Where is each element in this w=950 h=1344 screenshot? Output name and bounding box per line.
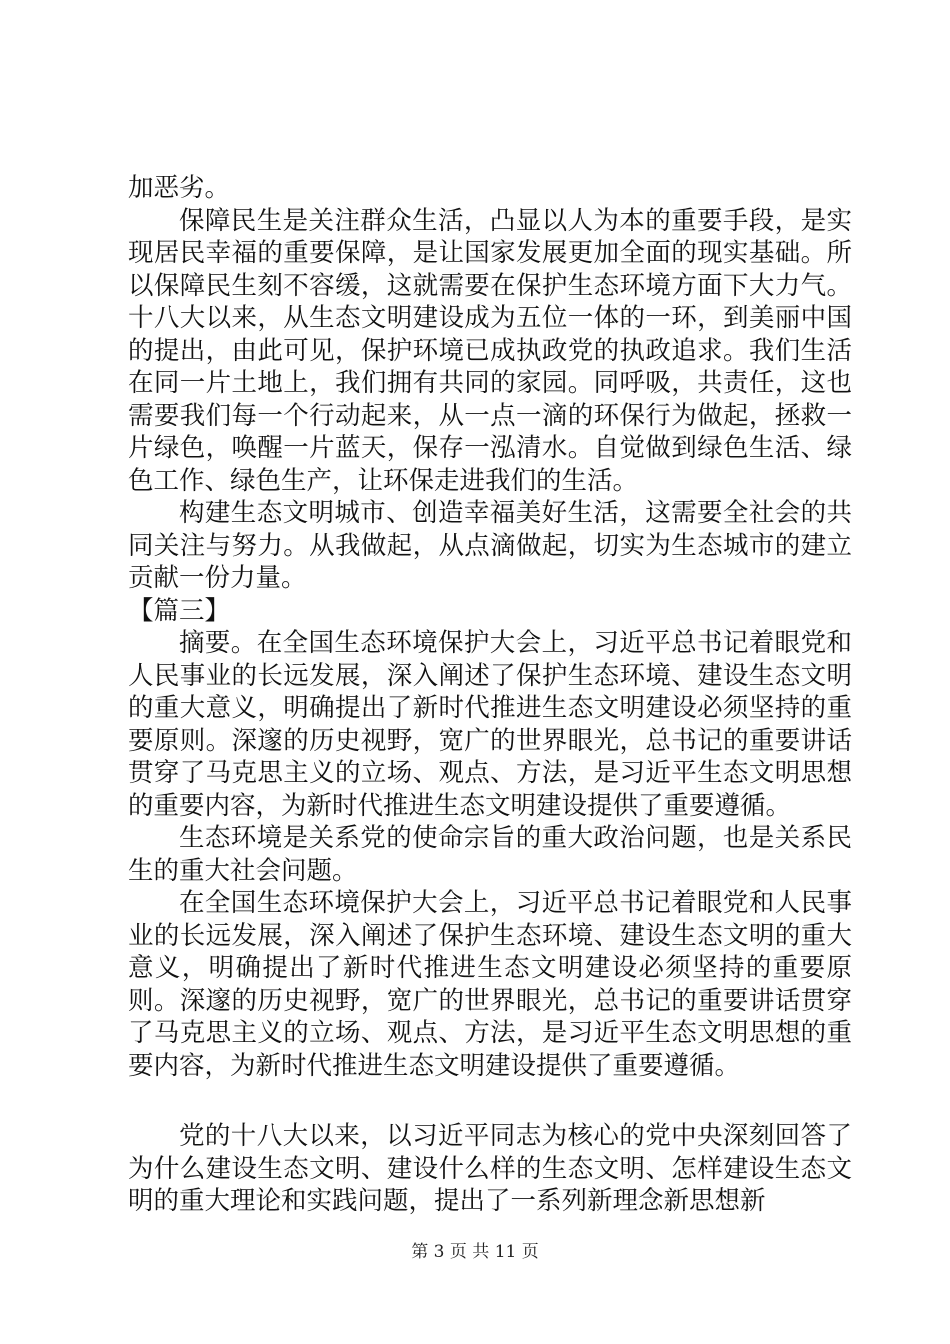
section-heading: 【篇三】	[128, 595, 231, 626]
paragraph-conference: 在全国生态环境保护大会上，习近平总书记着眼党和人民事业的长远发展，深入阐述了保护生态环境、建设生态文明的重大意义，明确提出了新时代推进生态文明建设必须坚持的重要原则。深邃的历史视野，宽广的世界眼光，总书记的重要讲话贯穿了马克思主义的立场、观点、方法，是习近平生态文明思想的重要内容，为新时代推进生态文明建设提供了重要遵循。	[128, 888, 852, 1081]
paragraph-eco-city: 构建生态文明城市、创造幸福美好生活，这需要全社会的共同关注与努力。从我做起，从点滴做起，切实为生态城市的建立贡献一份力量。	[128, 498, 852, 593]
document-body	[128, 172, 852, 1218]
paragraph-since-18th-congress: 党的十八大以来，以习近平同志为核心的党中央深刻回答了为什么建设生态文明、建设什么样的生态文明、怎样建设生态文明的重大理论和实践问题，提出了一系列新理念新思想新	[128, 1121, 852, 1216]
paragraph-political-issue: 生态环境是关系党的使命宗旨的重大政治问题，也是关系民生的重大社会问题。	[128, 823, 852, 886]
page-number-footer: 第 3 页 共 11 页	[411, 1242, 539, 1262]
paragraph-continuation: 加恶劣。	[128, 173, 231, 203]
paragraph-abstract: 摘要。在全国生态环境保护大会上，习近平总书记着眼党和人民事业的长远发展，深入阐述了保护生态环境、建设生态文明的重大意义，明确提出了新时代推进生态文明建设必须坚持的重要原则。深邃的历史视野，宽广的世界眼光，总书记的重要讲话贯穿了马克思主义的立场、观点、方法，是习近平生态文明思想的重要内容，为新时代推进生态文明建设提供了重要遵循。	[128, 628, 852, 821]
paragraph-livelihood: 保障民生是关注群众生活，凸显以人为本的重要手段，是实现居民幸福的重要保障，是让国家发展更加全面的现实基础。所以保障民生刻不容缓，这就需要在保护生态环境方面下大力气。十八大以来，从生态文明建设成为五位一体的一环，到美丽中国的提出，由此可见，保护环境已成执政党的执政追求。我们生活在同一片土地上，我们拥有共同的家园。同呼吸，共责任，这也需要我们每一个行动起来，从一点一滴的环保行为做起，拯救一片绿色，唤醒一片蓝天，保存一泓清水。自觉做到绿色生活、绿色工作、绿色生产，让环保走进我们的生活。	[128, 205, 852, 496]
